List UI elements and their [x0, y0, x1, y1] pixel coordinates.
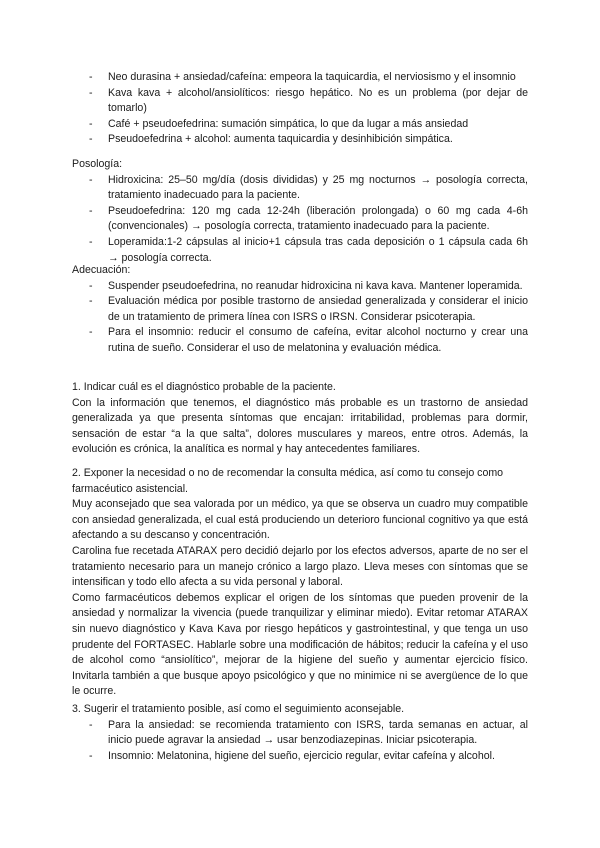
list-item: - Insomnio: Melatonina, higiene del sueño, ejercicio regular, evitar cafeína y alcohol.	[89, 749, 495, 762]
interactions-section	[72, 70, 528, 148]
list-item: - Café + pseudoefedrina: sumación simpática, lo que da lugar a más ansiedad	[89, 117, 469, 130]
list-item: - Pseudoefedrina + alcohol: aumenta taquicardia y desinhibición simpática.	[89, 133, 453, 146]
interactions-list	[72, 70, 528, 148]
list-item: - Hidroxicina: 25–50 mg/día (dosis divididas) y 25 mg nocturnos → posología correcta, tratamiento inadecuado para la paciente.	[89, 173, 528, 202]
question-1-title: 1. Indicar cuál es el diagnóstico probable de la paciente.	[72, 381, 336, 393]
list-item: - Para el insomnio: reducir el consumo de cafeína, evitar alcohol nocturno y crear una rutina de sueño. Considerar el uso de melatonina y evaluación médica.	[89, 326, 528, 354]
question-3-list	[72, 718, 528, 765]
list-item: - Kava kava + alcohol/ansiolíticos: riesgo hepático. No es un problema (por dejar de tomarlo)	[89, 86, 528, 115]
adecuacion-heading: Adecuación:	[72, 264, 131, 276]
list-item: - Para la ansiedad: se recomienda tratamiento con ISRS, tarda semanas en actuar, al inicio puede agravar la ansiedad → usar benzodiazepinas. Iniciar psicoterapia.	[89, 718, 528, 747]
question-2-section	[72, 466, 528, 700]
question-2-paragraph: Muy aconsejado que sea valorada por un médico, ya que se observa un cuadro muy compatible con ansiedad generalizada, el cual está produciendo un deterioro funcional cognitivo ya que está afectando a su descanso y concentración.	[72, 498, 528, 542]
list-item: - Evaluación médica por posible trastorno de ansiedad generalizada y considerar el inicio de un tratamiento de primera línea con ISRS o IRSN. Considerar psicoterapia.	[89, 295, 528, 323]
question-1-section	[72, 380, 528, 458]
adecuacion-list	[72, 279, 528, 357]
adecuacion-section	[72, 263, 528, 357]
question-2-paragraph: Como farmacéuticos debemos explicar el origen de los síntomas que pueden provenir de la ansiedad y normalizar la vivencia (puede tranquilizar y eliminar miedo). Evitar retomar ATARAX sin nuevo diagnóstico y Kava Kava por riesgo hepáticos y gastrointestinal, y que tenga un uso prudente del FORTASEC. Hablarle sobre una modificación de hábitos; reducir la cafeína y el uso de alcohol como “ansiolítico”, mejorar de la higiene del sueño y aumentar ejercicio físico. Invitarla también a que busque apoyo psicológico y que no minimice ni se avergüence de lo que le ocurre.	[72, 591, 528, 698]
posologia-heading: Posología:	[72, 158, 123, 170]
question-3-title: 3. Sugerir el tratamiento posible, así como el seguimiento aconsejable.	[72, 703, 405, 715]
question-2-title: 2. Exponer la necesidad o no de recomendar la consulta médica, así como tu consejo como farmacéutico asistencial.	[72, 467, 504, 495]
list-item: - Loperamida:1-2 cápsulas al inicio+1 cápsula tras cada deposición o 1 cápsula cada 6h → posología correcta.	[89, 235, 528, 264]
question-3-section	[72, 702, 528, 764]
question-1-answer: Con la información que tenemos, el diagnóstico más probable es un trastorno de ansiedad generalizada ya que presenta síntomas que encajan: irritabilidad, problemas para dormir, sensación de estar “a la que salta”, dolores musculares y mareos, entre otros. Además, la evolución es crónica, la analítica es normal y hay antecedentes familiares.	[72, 396, 528, 456]
list-item: - Neo durasina + ansiedad/cafeína: empeora la taquicardia, el nerviosismo y el insomnio	[89, 71, 516, 83]
posologia-list	[72, 173, 528, 267]
list-item: - Suspender pseudoefedrina, no reanudar hidroxicina ni kava kava. Mantener loperamida.	[89, 279, 523, 292]
list-item: - Pseudoefedrina: 120 mg cada 12-24h (liberación prolongada) o 60 mg cada 4-6h (convencionales) → posología correcta, tratamiento inadecuado para la paciente.	[89, 204, 528, 233]
question-2-paragraph: Carolina fue recetada ATARAX pero decidió dejarlo por los efectos adversos, aparte de no ser el tratamiento necesario para un manejo crónico a largo plazo. Lleva meses con síntomas que se intensifican y todo ello afecta a su vida personal y laboral.	[72, 544, 528, 589]
posologia-section	[72, 157, 528, 266]
